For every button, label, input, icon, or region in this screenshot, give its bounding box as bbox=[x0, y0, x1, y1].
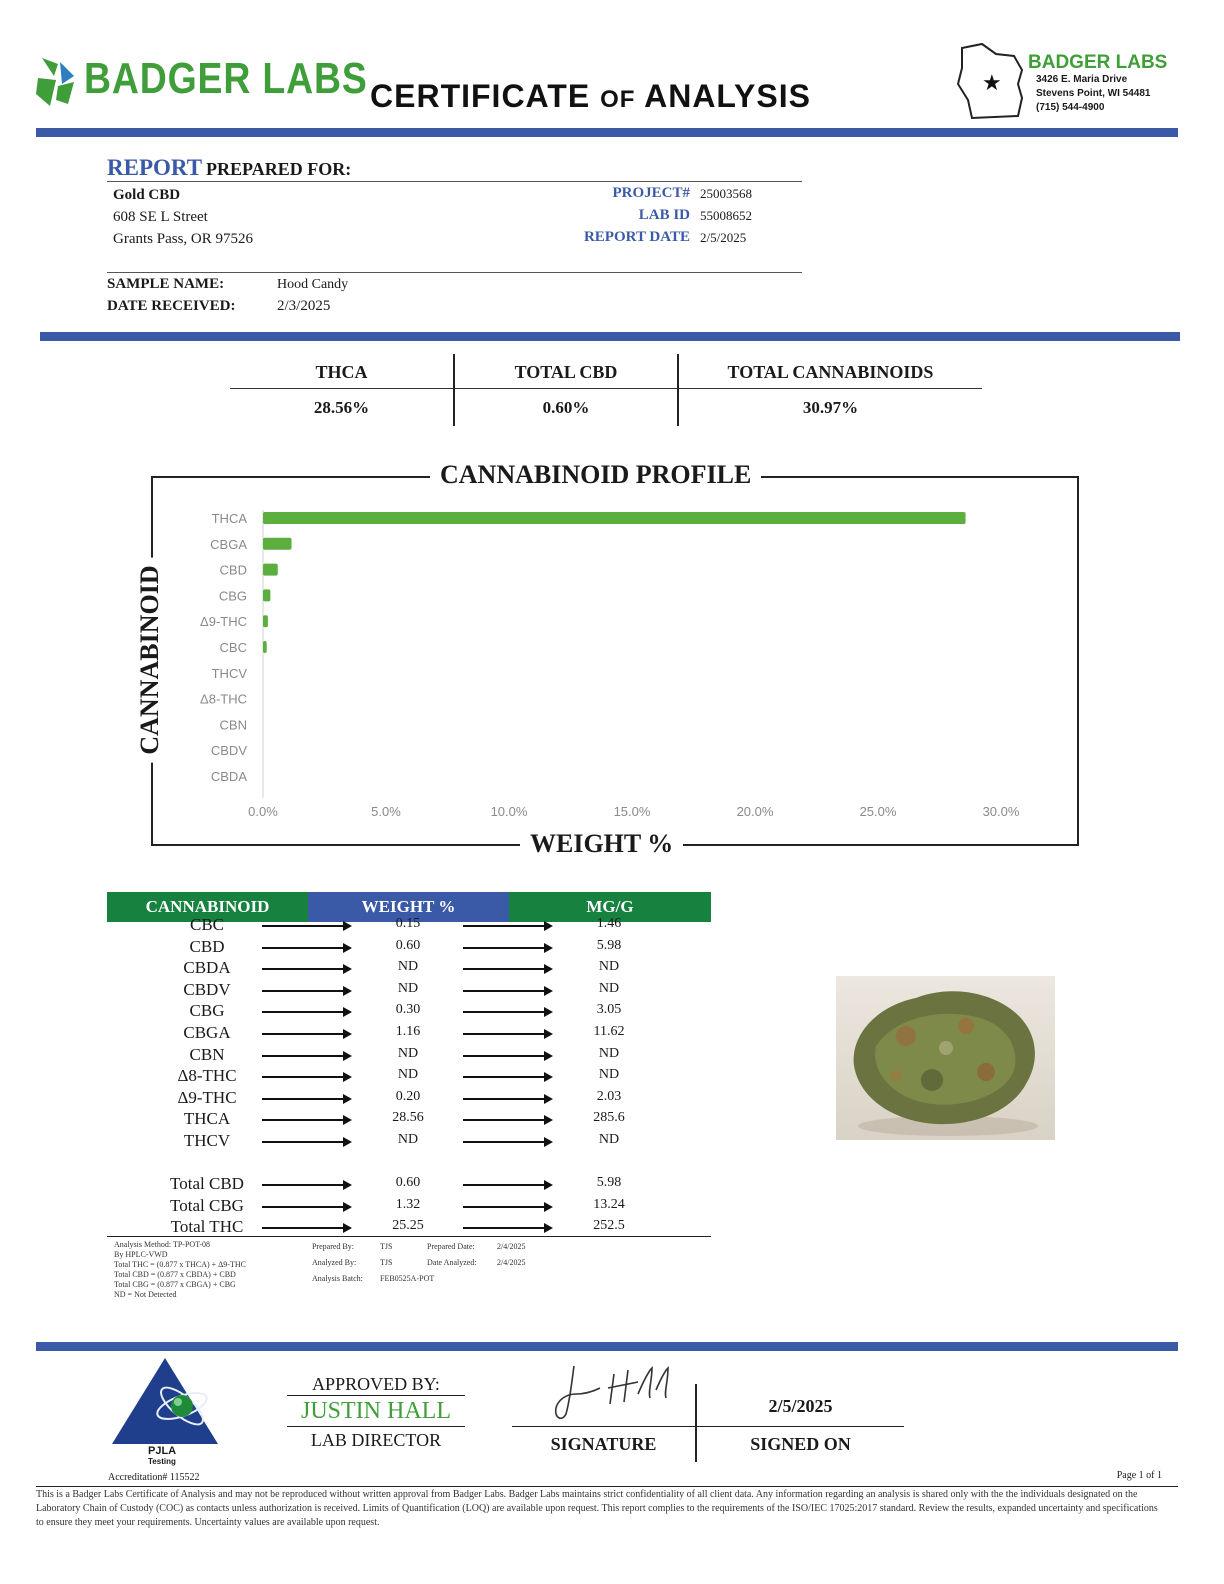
weight-value: ND bbox=[397, 1045, 419, 1061]
chart-category-label: THCV bbox=[211, 665, 247, 681]
badger-leaf-icon bbox=[34, 54, 78, 112]
cannabinoid-name: CBC bbox=[189, 915, 225, 934]
mgg-value: ND bbox=[598, 980, 620, 996]
report-rule bbox=[107, 181, 802, 182]
chart-x-tick-label: 15.0% bbox=[613, 804, 651, 819]
analyzed-by-label: Analyzed By: bbox=[312, 1258, 357, 1267]
mgg-value: 5.98 bbox=[596, 937, 622, 953]
approver-role: LAB DIRECTOR bbox=[310, 1430, 442, 1450]
cannabinoid-name: Δ9-THC bbox=[177, 1087, 237, 1107]
pjla-sub: Testing bbox=[148, 1457, 176, 1466]
chart-category-label: CBDA bbox=[210, 769, 247, 784]
cannabinoid-name: Total CBG bbox=[170, 1195, 244, 1215]
method-note: By HPLC-VWD bbox=[114, 1250, 168, 1259]
weight-value: ND bbox=[397, 1132, 419, 1147]
summary-total-cbd-label: TOTAL CBD bbox=[514, 362, 618, 382]
arrow-icon bbox=[463, 925, 551, 927]
mgg-value: ND bbox=[598, 1067, 620, 1083]
report-divider bbox=[40, 332, 1180, 341]
cannabinoid-name: Δ8-THC bbox=[177, 1066, 237, 1086]
summary-total-cbd-value: 0.60% bbox=[542, 398, 590, 417]
prepared-date-value: 2/4/2025 bbox=[497, 1242, 526, 1251]
client-street: 608 SE L Street bbox=[113, 209, 208, 225]
chart-x-tick-label: 5.0% bbox=[371, 804, 401, 819]
weight-value: 0.30 bbox=[395, 1002, 421, 1018]
mgg-value: 2.03 bbox=[596, 1088, 622, 1104]
chart-category-label: Δ9-THC bbox=[200, 614, 247, 630]
summary-thca-label: THCA bbox=[315, 362, 368, 382]
document-title bbox=[370, 78, 811, 115]
cannabinoid-name: CBGA bbox=[183, 1023, 231, 1042]
arrow-icon bbox=[463, 1184, 551, 1186]
chart-bar bbox=[263, 615, 268, 627]
method-note: Analysis Method: TP-POT-08 bbox=[114, 1240, 211, 1249]
chart-category-label: CBDV bbox=[210, 743, 247, 759]
cannabinoid-name: CBN bbox=[189, 1044, 225, 1064]
arrow-icon bbox=[262, 1076, 350, 1078]
arrow-icon bbox=[262, 1055, 350, 1057]
signature-rule bbox=[512, 1426, 904, 1427]
arrow-icon bbox=[262, 1184, 350, 1186]
signed-on-label: SIGNED ON bbox=[750, 1434, 851, 1454]
chart-category-label: CBG bbox=[218, 588, 247, 604]
arrow-icon bbox=[463, 1227, 551, 1229]
weight-value: 25.25 bbox=[392, 1218, 424, 1233]
date-received-value: 2/3/2025 bbox=[277, 298, 331, 314]
labid-value: 55008652 bbox=[700, 208, 752, 223]
chart-category-label: CBC bbox=[219, 640, 247, 655]
table-header-cannabinoid: CANNABINOID bbox=[107, 892, 308, 922]
table-bottom-rule bbox=[107, 1236, 711, 1237]
arrow-icon bbox=[262, 947, 350, 949]
summary-table bbox=[230, 354, 982, 426]
svg-text:★: ★ bbox=[982, 71, 1002, 96]
chart-x-tick-label: 30.0% bbox=[982, 804, 1020, 819]
arrow-icon bbox=[262, 1206, 350, 1208]
summary-rule bbox=[230, 388, 982, 389]
labid-label: LAB ID bbox=[638, 207, 690, 223]
table-header-mgg: MG/G bbox=[509, 892, 711, 922]
mgg-value: 252.5 bbox=[593, 1218, 625, 1233]
client-name: Gold CBD bbox=[113, 187, 181, 203]
handwritten-signature bbox=[548, 1360, 678, 1426]
chart-category-label: CBD bbox=[219, 562, 247, 578]
approved-rule-top bbox=[287, 1395, 465, 1396]
footer-disclaimer: This is a Badger Labs Certificate of Analysis and may not be reproduced without written approval from Badger Labs. Badger Labs maintains strict confidentiality of all client data. Any information regarding an analysis is shared only with the the individuals designated on the Laboratory Chain of Custody (COC) as contacts unless authorization is received. Limits of Quantification (LOQ) are available upon request. This report complies to the requirements of the ISO/IEC 17025:2017 standard. Review the results, expanded uncertainty and specifications to ensure they meet your requirements. Uncertainty values are available upon request. bbox=[36, 1489, 1158, 1528]
chart-xlabel: WEIGHT % bbox=[520, 829, 683, 859]
report-date-label: REPORT DATE bbox=[583, 229, 690, 245]
cannabinoid-name: THCA bbox=[183, 1109, 231, 1129]
weight-value: 0.15 bbox=[395, 916, 421, 931]
chart-ylabel: CANNABINOID bbox=[135, 557, 165, 762]
sample-name-label: SAMPLE NAME: bbox=[107, 276, 225, 292]
arrow-icon bbox=[262, 1098, 350, 1100]
arrow-icon bbox=[463, 1119, 551, 1121]
pjla-triangle-icon bbox=[110, 1356, 220, 1448]
approved-rule-bottom bbox=[287, 1426, 465, 1427]
title-certificate: CERTIFICATE bbox=[370, 78, 591, 114]
cannabinoid-name: CBG bbox=[189, 1001, 225, 1021]
approver-name: JUSTIN HALL bbox=[301, 1398, 451, 1424]
sample-name-value: Hood Candy bbox=[277, 277, 349, 292]
chart-bar bbox=[263, 641, 267, 653]
chart-x-tick-label: 0.0% bbox=[248, 804, 278, 819]
report-heading-rest: PREPARED FOR: bbox=[206, 159, 352, 179]
mgg-value: 285.6 bbox=[593, 1110, 625, 1126]
prepared-by-label: Prepared By: bbox=[312, 1242, 354, 1251]
weight-value: 0.60 bbox=[395, 937, 421, 953]
chart-bar bbox=[263, 512, 966, 524]
date-analyzed-label: Date Analyzed: bbox=[427, 1258, 477, 1267]
arrow-icon bbox=[463, 1011, 551, 1013]
cannabinoid-name: Total THC bbox=[170, 1217, 244, 1236]
chart-x-tick-label: 25.0% bbox=[859, 804, 897, 819]
signature-image bbox=[548, 1360, 678, 1426]
chart-category-label: Δ8-THC bbox=[200, 691, 247, 707]
arrow-icon bbox=[262, 990, 350, 992]
analysis-batch-label: Analysis Batch: bbox=[312, 1274, 363, 1283]
arrow-icon bbox=[262, 1011, 350, 1013]
table-header-weight: WEIGHT % bbox=[308, 892, 509, 922]
arrow-icon bbox=[463, 1055, 551, 1057]
arrow-icon bbox=[262, 1227, 350, 1229]
chart-x-tick-label: 10.0% bbox=[490, 804, 528, 819]
arrow-icon bbox=[463, 968, 551, 970]
chart-bar bbox=[263, 589, 270, 601]
method-note: ND = Not Detected bbox=[114, 1290, 177, 1299]
signed-on-value: 2/5/2025 bbox=[768, 1396, 833, 1416]
chart-category-label: CBGA bbox=[210, 536, 247, 552]
weight-value: 28.56 bbox=[392, 1110, 424, 1126]
approved-by-label: APPROVED BY: bbox=[312, 1374, 440, 1394]
approval-divider bbox=[36, 1342, 1178, 1351]
method-note: Total CBD = (0.877 x CBDA) + CBD bbox=[114, 1270, 236, 1279]
report-heading bbox=[107, 155, 351, 181]
arrow-icon bbox=[463, 1076, 551, 1078]
pjla-logo bbox=[110, 1356, 230, 1486]
arrow-icon bbox=[262, 968, 350, 970]
client-city: Grants Pass, OR 97526 bbox=[113, 231, 254, 247]
weight-value: ND bbox=[397, 959, 419, 975]
arrow-icon bbox=[463, 990, 551, 992]
mgg-value: ND bbox=[598, 1132, 620, 1147]
mgg-value: 1.46 bbox=[596, 916, 622, 931]
lab-address-block bbox=[952, 40, 1182, 124]
arrow-icon bbox=[262, 1033, 350, 1035]
date-analyzed-value: 2/4/2025 bbox=[497, 1258, 526, 1267]
prep-notes bbox=[312, 1242, 552, 1292]
lab-address-line2: Stevens Point, WI 54481 bbox=[1036, 88, 1151, 99]
cannabis-bud-image bbox=[836, 976, 1055, 1140]
chart-category-label: THCA bbox=[211, 511, 247, 526]
summary-total-cannabinoids-label: TOTAL CANNABINOIDS bbox=[727, 362, 934, 382]
cannabinoid-name: CBD bbox=[189, 936, 225, 956]
method-note: Total THC = (0.877 x THCA) + Δ9-THC bbox=[114, 1260, 246, 1269]
mgg-value: ND bbox=[598, 1045, 620, 1061]
wisconsin-map-icon bbox=[952, 40, 1032, 120]
method-notes bbox=[114, 1240, 314, 1300]
mgg-value: 5.98 bbox=[596, 1175, 622, 1190]
footer-rule bbox=[36, 1486, 1178, 1487]
arrow-icon bbox=[463, 1141, 551, 1143]
chart-bar bbox=[263, 538, 292, 550]
cannabinoid-profile-chart bbox=[151, 476, 1077, 844]
brand-name: BADGER LABS bbox=[84, 54, 368, 103]
mgg-value: 13.24 bbox=[593, 1196, 625, 1212]
title-analysis: ANALYSIS bbox=[644, 78, 811, 114]
date-received-label: DATE RECEIVED: bbox=[107, 298, 236, 314]
summary-total-cannabinoids-value: 30.97% bbox=[802, 398, 859, 417]
chart-category-label: CBN bbox=[219, 717, 247, 733]
lab-address-line1: 3426 E. Maria Drive bbox=[1036, 74, 1128, 85]
accreditation-number: Accreditation# 115522 bbox=[108, 1472, 200, 1483]
lab-name: BADGER LABS bbox=[1028, 52, 1168, 73]
cannabinoid-name: CBDA bbox=[183, 958, 231, 978]
mgg-value: 11.62 bbox=[593, 1024, 625, 1039]
chart-x-tick-label: 20.0% bbox=[736, 804, 774, 819]
pjla-name: PJLA bbox=[148, 1445, 177, 1457]
cannabinoid-name: Total CBD bbox=[170, 1174, 244, 1193]
header-divider bbox=[36, 128, 1178, 137]
arrow-icon bbox=[463, 1206, 551, 1208]
analyzed-by-value: TJS bbox=[380, 1258, 393, 1267]
sample-photo bbox=[836, 976, 1055, 1140]
cannabinoid-name: THCV bbox=[183, 1131, 231, 1150]
lab-phone: (715) 544-4900 bbox=[1036, 102, 1105, 113]
page-number: Page 1 of 1 bbox=[1116, 1470, 1162, 1481]
summary-thca-value: 28.56% bbox=[313, 398, 370, 417]
weight-value: ND bbox=[397, 1067, 419, 1083]
weight-value: 1.32 bbox=[395, 1196, 421, 1212]
weight-value: ND bbox=[397, 980, 419, 996]
method-note: Total CBG = (0.877 x CBGA) + CBG bbox=[114, 1280, 236, 1289]
arrow-icon bbox=[463, 1033, 551, 1035]
weight-value: 0.20 bbox=[395, 1088, 421, 1104]
report-date-value: 2/5/2025 bbox=[700, 230, 747, 245]
mgg-value: 3.05 bbox=[596, 1002, 622, 1018]
signature-label: SIGNATURE bbox=[550, 1434, 657, 1454]
report-heading-blue: REPORT bbox=[107, 155, 203, 180]
arrow-icon bbox=[262, 1141, 350, 1143]
project-label: PROJECT# bbox=[612, 185, 690, 201]
chart-bar bbox=[263, 564, 278, 576]
brand-logo bbox=[34, 52, 368, 116]
chart-title: CANNABINOID PROFILE bbox=[430, 460, 761, 490]
weight-value: 0.60 bbox=[395, 1175, 421, 1190]
prepared-by-value: TJS bbox=[380, 1242, 393, 1251]
weight-value: 1.16 bbox=[395, 1024, 421, 1039]
arrow-icon bbox=[463, 947, 551, 949]
mgg-value: ND bbox=[598, 959, 620, 975]
arrow-icon bbox=[262, 925, 350, 927]
title-of: OF bbox=[600, 86, 636, 113]
arrow-icon bbox=[463, 1098, 551, 1100]
sample-rule bbox=[107, 272, 802, 273]
project-value: 25003568 bbox=[700, 186, 752, 201]
arrow-icon bbox=[262, 1119, 350, 1121]
analysis-batch-value: FEB0525A-POT bbox=[380, 1274, 435, 1283]
prepared-date-label: Prepared Date: bbox=[427, 1242, 475, 1251]
cannabinoid-name: CBDV bbox=[183, 979, 231, 999]
